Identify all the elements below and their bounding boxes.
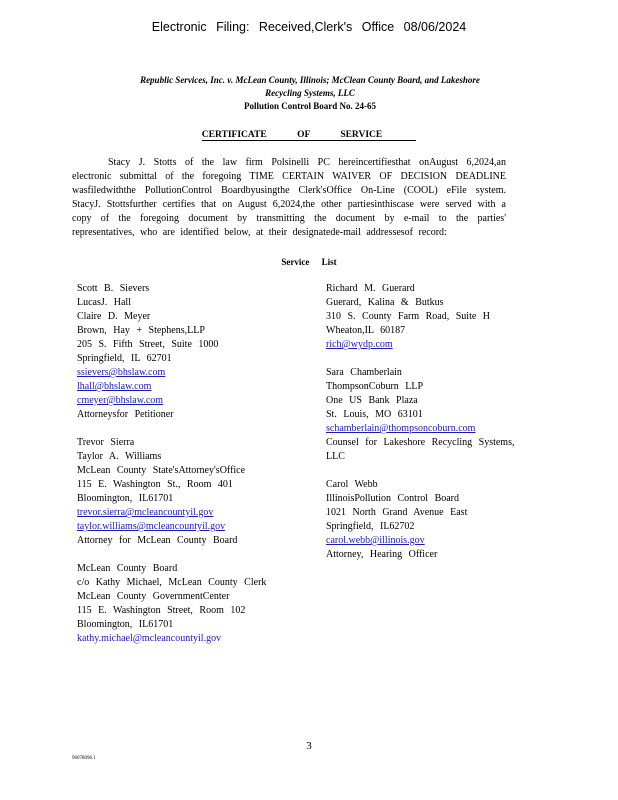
service-list-left-column	[77, 282, 302, 660]
entry-line: Richard M. Guerard	[326, 283, 415, 294]
service-entry	[326, 366, 531, 464]
caption-line-3: Pollution Control Board No. 24-65	[243, 101, 377, 111]
service-entry	[326, 478, 531, 562]
entry-line: 310 S. County Farm Road, Suite H	[326, 311, 491, 322]
entry-line: LucasJ. Hall	[77, 297, 131, 308]
entry-role: Attorney, Hearing Officer	[326, 549, 438, 560]
service-entry	[326, 282, 531, 352]
email-link[interactable]: schamberlain@thompsoncoburn.com	[326, 423, 476, 434]
entry-line: IllinoisPollution Control Board	[326, 493, 460, 504]
entry-line: Springfield, IL62702	[326, 521, 415, 532]
entry-line: St. Louis, MO 63101	[326, 409, 423, 420]
entry-line: Brown, Hay + Stephens,LLP	[77, 325, 205, 336]
service-entry	[77, 282, 302, 422]
entry-line: Wheaton,IL 60187	[326, 325, 406, 336]
entry-line: 205 S. Fifth Street, Suite 1000	[77, 339, 219, 350]
caption-line-1: Republic Services, Inc. v. McLean County, Illinois; McClean County Board, and Lakeshore	[140, 75, 480, 85]
email-link[interactable]: ssievers@bhslaw.com	[77, 367, 166, 378]
certificate-title-text: CERTIFICATE OF SERVICE	[202, 130, 416, 141]
email-link[interactable]: kathy.michael@mcleancountyil.gov	[77, 633, 222, 644]
service-entry	[77, 436, 302, 548]
entry-line: 115 E. Washington Street, Room 102	[77, 605, 246, 616]
entry-line: Trevor Sierra	[77, 437, 135, 448]
entry-line: Scott B. Sievers	[77, 283, 150, 294]
entry-line: McLean County State'sAttorney'sOffice	[77, 465, 246, 476]
page-number: 3	[306, 740, 312, 752]
entry-line: Bloomington, IL61701	[77, 493, 174, 504]
entry-line: 1021 North Grand Avenue East	[326, 507, 468, 518]
filing-stamp-header: Electronic Filing: Received,Clerk's Office 08/06/2024	[151, 20, 467, 34]
document-id: 96078096.1	[72, 756, 96, 761]
entry-line: One US Bank Plaza	[326, 395, 418, 406]
email-link[interactable]: cmeyer@bhslaw.com	[77, 395, 164, 406]
certificate-title	[0, 130, 618, 141]
case-caption	[70, 74, 550, 113]
caption-line-2: Recycling Systems, LLC	[265, 88, 355, 98]
entry-line: McLean County GovernmentCenter	[77, 591, 230, 602]
entry-line: 115 E. Washington St., Room 401	[77, 479, 233, 490]
service-list-right-column	[326, 282, 531, 576]
entry-line: Sara Chamberlain	[326, 367, 402, 378]
email-link[interactable]: taylor.williams@mcleancountyil.gov	[77, 521, 226, 532]
entry-line: ThompsonCoburn LLP	[326, 381, 424, 392]
service-entry	[77, 562, 302, 646]
entry-line: Claire D. Meyer	[77, 311, 151, 322]
entry-role: Attorney for McLean County Board	[77, 535, 238, 546]
email-link[interactable]: carol.webb@illinois.gov	[326, 535, 425, 546]
entry-line: Carol Webb	[326, 479, 378, 490]
entry-line: McLean County Board	[77, 563, 178, 574]
entry-line: Taylor A. Williams	[77, 451, 162, 462]
entry-line: Guerard, Kalina & Butkus	[326, 297, 444, 308]
entry-line: Springfield, IL 62701	[77, 353, 172, 364]
email-link[interactable]: trevor.sierra@mcleancountyil.gov	[77, 507, 214, 518]
email-link[interactable]: rich@wydp.com	[326, 339, 393, 350]
entry-role: Attorneysfor Petitioner	[77, 409, 174, 420]
service-list-title: Service List	[281, 257, 337, 267]
entry-role: Counsel for Lakeshore Recycling Systems, LLC	[326, 437, 515, 462]
email-link[interactable]: lhall@bhslaw.com	[77, 381, 152, 392]
certificate-body: Stacy J. Stotts of the law firm Polsinelli PC hereincertifiesthat onAugust 6,2024,an electronic submittal of the foregoing TIME CERTAIN WAIVER OF DECISION DEADLINE wasfiledwiththe PollutionControl Boardbyusingthe Clerk'sOffice On-Line (COOL) eFile system. StacyJ. Stottsfurther certifies that on August 6,2024,the other partiesinthiscase were served with a copy of the foregoing document by transmitting the document by e-mail to the parties' representatives, who are identified below, at their designatede-mail addressesof record:	[72, 157, 506, 238]
entry-line: c/o Kathy Michael, McLean County Clerk	[77, 577, 267, 588]
entry-line: Bloomington, IL61701	[77, 619, 174, 630]
